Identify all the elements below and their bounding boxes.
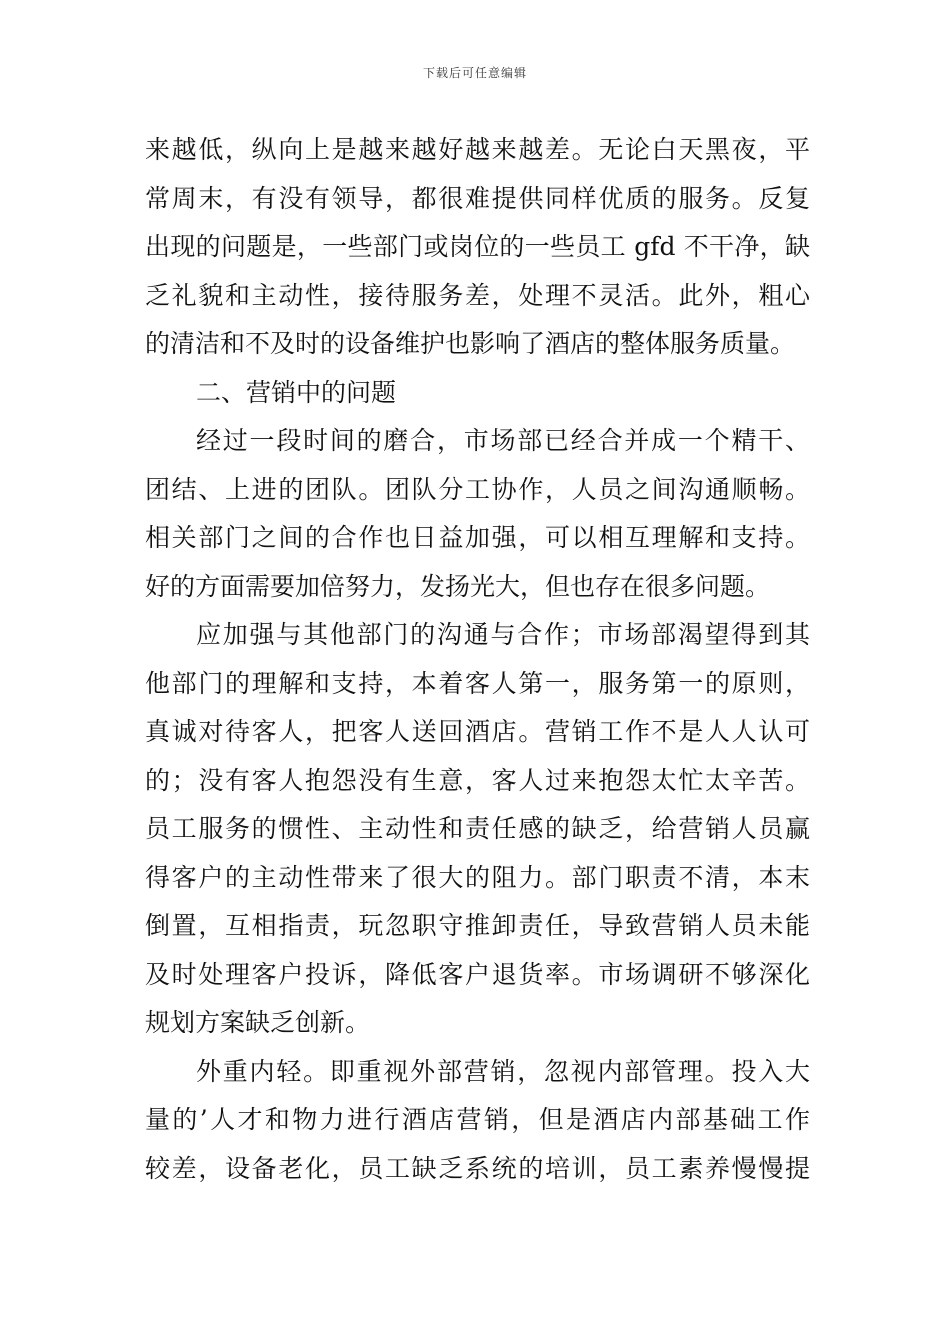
text-line: 的；没有客人抱怨没有生意，客人过来抱怨太忙太辛苦。 xyxy=(145,765,810,795)
text-line: 二、营销中的问题 xyxy=(196,377,397,407)
document-body xyxy=(145,126,810,1193)
text-line: 他部门的理解和支持，本着客人第一，服务第一的原则， xyxy=(145,668,810,698)
text-line: 来越低，纵向上是越来越好越来越差。无论白天黑夜，平 xyxy=(145,135,810,164)
text-line: 出现的问题是，一些部门或岗位的一些员工 gfd 不干净，缺 xyxy=(145,232,810,261)
text-line: 及时处理客户投诉，降低客户退货率。市场调研不够深化 xyxy=(145,959,810,989)
text-line: 量的’人才和物力进行酒店营销，但是酒店内部基础工作 xyxy=(145,1105,810,1134)
text-line: 经过一段时间的磨合，市场部已经合并成一个精干、 xyxy=(196,426,810,455)
text-line: 较差，设备老化，员工缺乏系统的培训，员工素养慢慢提 xyxy=(145,1153,810,1183)
text-line: 应加强与其他部门的沟通与合作；市场部渴望得到其 xyxy=(196,620,810,649)
text-line: 倒置，互相指责，玩忽职守推卸责任，导致营销人员未能 xyxy=(145,911,810,940)
text-line: 乏礼貌和主动性，接待服务差，处理不灵活。此外，粗心 xyxy=(145,280,810,310)
text-line: 好的方面需要加倍努力，发扬光大，但也存在很多问题。 xyxy=(145,571,771,601)
page-header-note: 下载后可任意编辑 xyxy=(422,66,527,80)
text-line: 外重内轻。即重视外部营销，忽视内部管理。投入大 xyxy=(196,1056,810,1086)
text-line: 相关部门之间的合作也日益加强，可以相互理解和支持。 xyxy=(145,523,810,552)
text-line: 团结、上进的团队。团队分工协作，人员之间沟通顺畅。 xyxy=(145,474,810,504)
text-line: 规划方案缺乏创新。 xyxy=(145,1008,371,1037)
text-line: 员工服务的惯性、主动性和责任感的缺乏，给营销人员赢 xyxy=(145,814,810,843)
text-line: 真诚对待客人，把客人送回酒店。营销工作不是人人认可 xyxy=(145,717,810,746)
text-line: 常周末，有没有领导，都很难提供同样优质的服务。反复 xyxy=(145,183,810,213)
text-line: 得客户的主动性带来了很大的阻力。部门职责不清，本末 xyxy=(145,862,810,892)
text-line: 的清洁和不及时的设备维护也影响了酒店的整体服务质量。 xyxy=(145,329,796,358)
